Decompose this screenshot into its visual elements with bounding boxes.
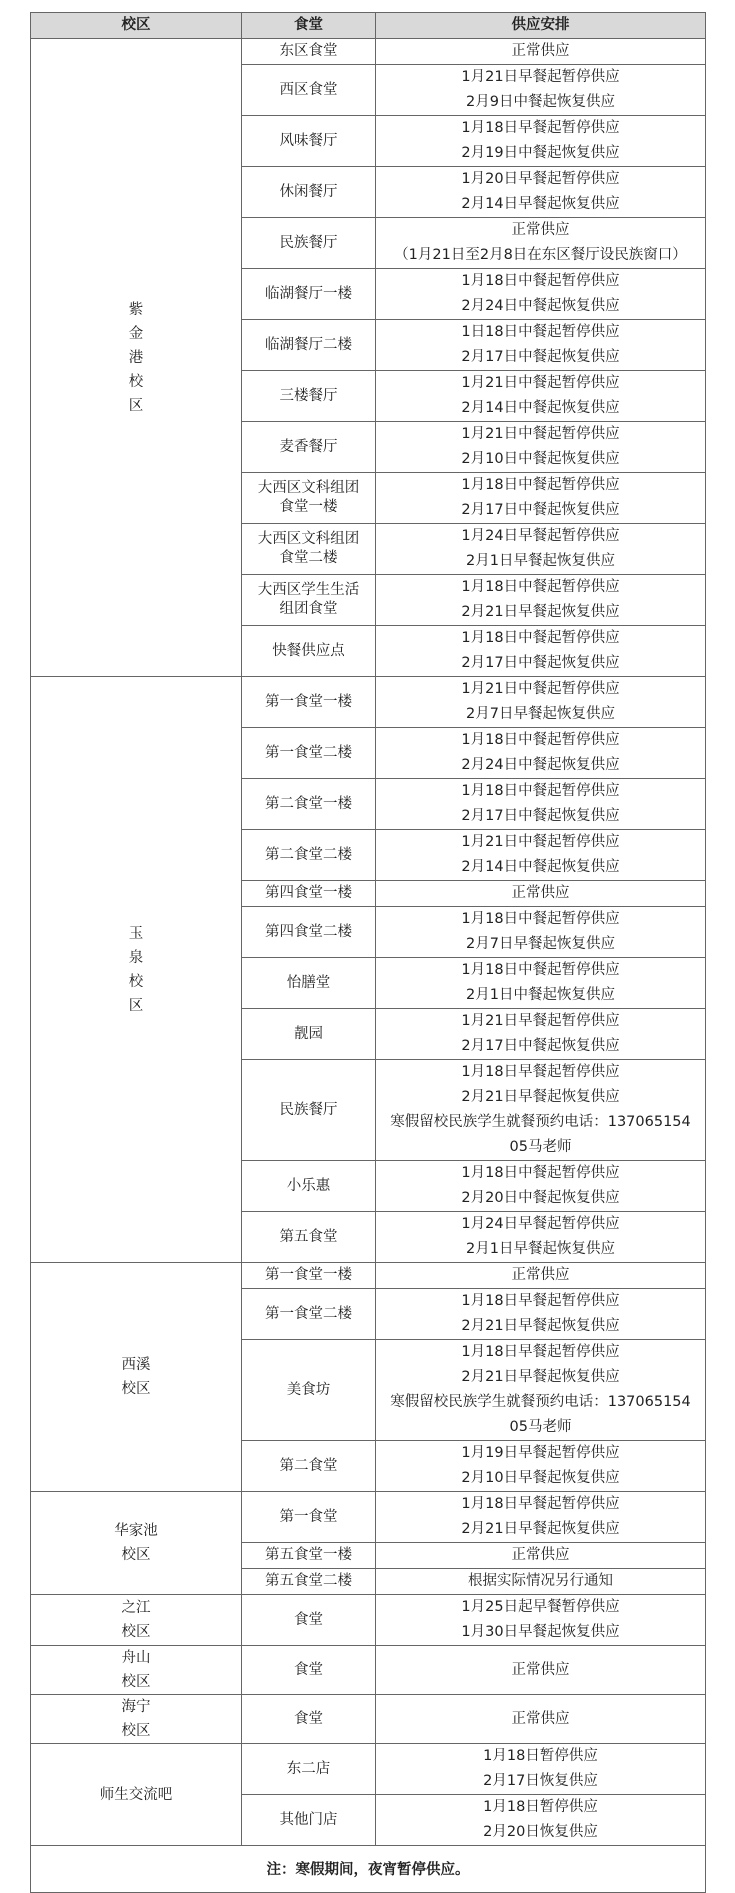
arrangement-line: 正常供应 [511,1547,570,1563]
arrangement-line: 1月18日早餐起暂停供应 [461,1064,620,1080]
arrangement-cell [376,677,706,728]
arrangement-cell [376,958,706,1009]
campus-cell: 师生交流吧 [31,1744,242,1846]
arrangement-line: 1月18日中餐起暂停供应 [461,579,620,595]
arrangement-line: 寒假留校民族学生就餐预约电话：137065154 [390,1394,691,1410]
arrangement-cell [376,1646,706,1695]
arrangement-cell [376,218,706,269]
arrangement-line: 正常供应 [511,1661,570,1678]
header-canteen: 食堂 [242,13,376,39]
arrangement-line: 2月14日早餐起恢复供应 [461,196,620,212]
arrangement-line: 2月1日早餐起恢复供应 [466,1241,615,1257]
canteen-name-cell: 靓园 [242,1009,376,1060]
arrangement-cell [376,1289,706,1340]
arrangement-cell [376,1009,706,1060]
arrangement-line: 2月21日早餐起恢复供应 [461,604,620,620]
arrangement-line: 正常供应 [511,1267,570,1283]
arrangement-line: 2月9日中餐起恢复供应 [466,94,615,110]
arrangement-line: 1日18日中餐起暂停供应 [461,324,620,340]
arrangement-cell [376,524,706,575]
arrangement-line: 1月18日中餐起暂停供应 [461,1165,620,1181]
canteen-name-cell: 三楼餐厅 [242,371,376,422]
arrangement-line: 1月21日中餐起暂停供应 [461,426,620,442]
arrangement-line: 1月20日早餐起暂停供应 [461,171,620,187]
table-row [31,1646,706,1695]
arrangement-line: 1月18日早餐起暂停供应 [461,120,620,136]
arrangement-line: 05马老师 [509,1139,572,1155]
arrangement-line: 2月7日早餐起恢复供应 [466,706,615,722]
campus-cell: 海宁 校区 [31,1695,242,1744]
arrangement-cell [376,881,706,907]
arrangement-line: 1月18日中餐起暂停供应 [461,477,620,493]
arrangement-line: 2月1日早餐起恢复供应 [466,553,615,569]
arrangement-line: 1月18日暂停供应 [483,1799,598,1815]
arrangement-line: 1月24日早餐起暂停供应 [461,528,620,544]
arrangement-line: 正常供应 [511,1710,570,1727]
arrangement-line: 2月21日早餐起恢复供应 [461,1318,620,1334]
arrangement-cell [376,830,706,881]
canteen-name-cell: 其他门店 [242,1795,376,1846]
canteen-name-cell: 东二店 [242,1744,376,1795]
arrangement-line: （1月21日至2月8日在东区餐厅设民族窗口） [394,247,687,263]
campus-cell: 西溪 校区 [31,1263,242,1492]
canteen-name-cell: 第一食堂 [242,1492,376,1543]
arrangement-cell [376,1595,706,1646]
arrangement-cell [376,1744,706,1795]
canteen-name-cell: 食堂 [242,1595,376,1646]
arrangement-line: 1月25日起早餐暂停供应 [461,1599,620,1615]
arrangement-line: 2月17日恢复供应 [483,1773,598,1789]
arrangement-cell [376,1695,706,1744]
arrangement-cell [376,1492,706,1543]
table-row [31,1744,706,1795]
arrangement-line: 2月20日中餐起恢复供应 [461,1190,620,1206]
arrangement-line: 1月18日中餐起暂停供应 [461,911,620,927]
arrangement-cell [376,473,706,524]
arrangement-cell [376,269,706,320]
canteen-name-cell: 怡膳堂 [242,958,376,1009]
arrangement-line: 2月17日中餐起恢复供应 [461,349,620,365]
canteen-name-cell: 民族餐厅 [242,218,376,269]
arrangement-line: 1月21日中餐起暂停供应 [461,681,620,697]
arrangement-line: 1月18日早餐起暂停供应 [461,1293,620,1309]
arrangement-line: 1月18日中餐起暂停供应 [461,783,620,799]
arrangement-line: 2月21日早餐起恢复供应 [461,1369,620,1385]
arrangement-line: 2月19日中餐起恢复供应 [461,145,620,161]
arrangement-cell [376,39,706,65]
table-row [31,39,706,65]
canteen-name-cell: 临湖餐厅一楼 [242,269,376,320]
arrangement-cell [376,728,706,779]
arrangement-line: 2月17日中餐起恢复供应 [461,808,620,824]
arrangement-line: 2月20日恢复供应 [483,1824,598,1840]
canteen-name-cell: 第二食堂 [242,1441,376,1492]
arrangement-line: 根据实际情况另行通知 [468,1573,613,1589]
arrangement-cell [376,116,706,167]
arrangement-cell [376,422,706,473]
arrangement-cell [376,1060,706,1161]
arrangement-line: 正常供应 [511,43,570,59]
arrangement-line: 2月24日中餐起恢复供应 [461,298,620,314]
arrangement-cell [376,907,706,958]
arrangement-line: 1月21日中餐起暂停供应 [461,834,620,850]
campus-cell: 紫 金 港 校 区 [31,39,242,677]
arrangement-cell [376,320,706,371]
table-row [31,677,706,728]
canteen-name-cell: 第二食堂一楼 [242,779,376,830]
arrangement-cell [376,1161,706,1212]
arrangement-cell [376,1340,706,1441]
header-campus: 校区 [31,13,242,39]
arrangement-line: 2月14日中餐起恢复供应 [461,859,620,875]
canteen-name-cell: 食堂 [242,1646,376,1695]
canteen-name-cell: 快餐供应点 [242,626,376,677]
table-row [31,1492,706,1543]
arrangement-cell [376,626,706,677]
arrangement-cell [376,1543,706,1569]
arrangement-line: 正常供应 [511,885,570,901]
arrangement-line: 2月17日中餐起恢复供应 [461,655,620,671]
schedule-table [30,12,706,1893]
canteen-name-cell: 第一食堂二楼 [242,1289,376,1340]
arrangement-line: 2月14日中餐起恢复供应 [461,400,620,416]
canteen-name-cell: 民族餐厅 [242,1060,376,1161]
schedule-body [31,39,706,1846]
arrangement-line: 05马老师 [509,1419,572,1435]
canteen-name-cell: 大西区文科组团 食堂二楼 [242,524,376,575]
arrangement-cell [376,371,706,422]
campus-cell: 华家池 校区 [31,1492,242,1595]
arrangement-line: 1月18日中餐起暂停供应 [461,962,620,978]
table-row [31,1595,706,1646]
arrangement-line: 2月24日中餐起恢复供应 [461,757,620,773]
arrangement-cell [376,779,706,830]
arrangement-line: 2月7日早餐起恢复供应 [466,936,615,952]
canteen-name-cell: 东区食堂 [242,39,376,65]
campus-cell: 舟山 校区 [31,1646,242,1695]
campus-cell: 之江 校区 [31,1595,242,1646]
arrangement-line: 2月10日早餐起恢复供应 [461,1470,620,1486]
arrangement-line: 2月17日中餐起恢复供应 [461,502,620,518]
canteen-name-cell: 风味餐厅 [242,116,376,167]
canteen-name-cell: 第五食堂一楼 [242,1543,376,1569]
note-text: 注：寒假期间，夜宵暂停供应。 [31,1846,706,1893]
arrangement-line: 2月1日中餐起恢复供应 [466,987,615,1003]
canteen-name-cell: 美食坊 [242,1340,376,1441]
arrangement-cell [376,1569,706,1595]
canteen-name-cell: 第一食堂一楼 [242,1263,376,1289]
arrangement-line: 1月19日早餐起暂停供应 [461,1445,620,1461]
header-arrangement: 供应安排 [376,13,706,39]
arrangement-cell [376,65,706,116]
canteen-schedule [30,12,705,1893]
canteen-name-cell: 第五食堂 [242,1212,376,1263]
canteen-name-cell: 休闲餐厅 [242,167,376,218]
canteen-name-cell: 西区食堂 [242,65,376,116]
canteen-name-cell: 第一食堂二楼 [242,728,376,779]
canteen-name-cell: 第四食堂二楼 [242,907,376,958]
arrangement-line: 1月21日早餐起暂停供应 [461,69,620,85]
table-row [31,1695,706,1744]
arrangement-line: 正常供应 [511,222,570,238]
canteen-name-cell: 第四食堂一楼 [242,881,376,907]
arrangement-line: 1月18日暂停供应 [483,1748,598,1764]
arrangement-line: 1月18日早餐起暂停供应 [461,1344,620,1360]
arrangement-line: 2月21日早餐起恢复供应 [461,1089,620,1105]
arrangement-line: 2月17日中餐起恢复供应 [461,1038,620,1054]
canteen-name-cell: 麦香餐厅 [242,422,376,473]
table-row [31,1263,706,1289]
arrangement-line: 1月21日中餐起暂停供应 [461,375,620,391]
canteen-name-cell: 大西区学生生活 组团食堂 [242,575,376,626]
arrangement-cell [376,575,706,626]
arrangement-line: 1月21日早餐起暂停供应 [461,1013,620,1029]
arrangement-line: 1月18日中餐起暂停供应 [461,732,620,748]
arrangement-line: 1月18日中餐起暂停供应 [461,273,620,289]
canteen-name-cell: 第一食堂一楼 [242,677,376,728]
arrangement-cell [376,1212,706,1263]
arrangement-cell [376,1263,706,1289]
note-row [31,1846,706,1893]
arrangement-cell [376,167,706,218]
canteen-name-cell: 小乐惠 [242,1161,376,1212]
arrangement-line: 1月24日早餐起暂停供应 [461,1216,620,1232]
arrangement-cell [376,1795,706,1846]
arrangement-line: 寒假留校民族学生就餐预约电话：137065154 [390,1114,691,1130]
canteen-name-cell: 临湖餐厅二楼 [242,320,376,371]
arrangement-line: 1月30日早餐起恢复供应 [461,1624,620,1640]
arrangement-line: 1月18日中餐起暂停供应 [461,630,620,646]
canteen-name-cell: 第五食堂二楼 [242,1569,376,1595]
arrangement-cell [376,1441,706,1492]
canteen-name-cell: 第二食堂二楼 [242,830,376,881]
campus-cell: 玉 泉 校 区 [31,677,242,1263]
canteen-name-cell: 食堂 [242,1695,376,1744]
arrangement-line: 1月18日早餐起暂停供应 [461,1496,620,1512]
arrangement-line: 2月21日早餐起恢复供应 [461,1521,620,1537]
canteen-name-cell: 大西区文科组团 食堂一楼 [242,473,376,524]
header-row [31,13,706,39]
arrangement-line: 2月10日中餐起恢复供应 [461,451,620,467]
